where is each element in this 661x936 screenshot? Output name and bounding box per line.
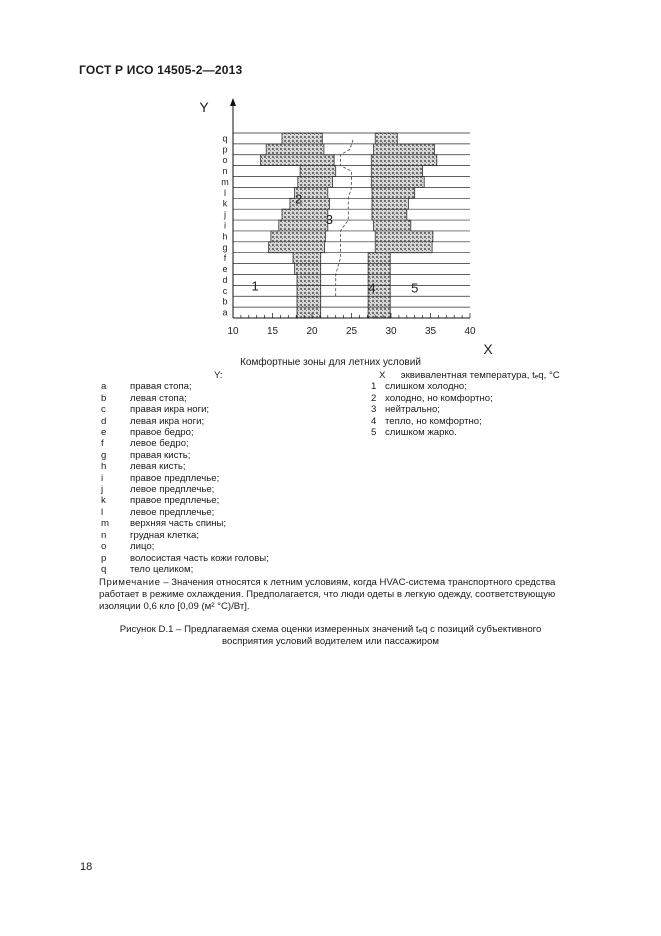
y-legend-item xyxy=(99,416,269,427)
y-tick-label: d xyxy=(222,274,228,285)
note xyxy=(99,577,589,612)
x-legend-label: нейтрально; xyxy=(385,404,440,416)
y-legend-key: h xyxy=(101,461,107,473)
y-legend-key: m xyxy=(101,518,109,530)
x-tick-label: 20 xyxy=(306,326,318,337)
y-tick-label: o xyxy=(222,155,228,166)
x-legend-heading xyxy=(367,370,560,381)
x-legend-key: 4 xyxy=(371,415,377,427)
y-legend-key: c xyxy=(101,404,106,416)
comfort-band-1 xyxy=(261,133,336,318)
y-legend-label: грудная клетка; xyxy=(130,529,200,541)
y-legend-label: правая кисть; xyxy=(130,449,191,461)
y-tick-label: j xyxy=(224,209,226,220)
x-legend-title: эквивалентная температура, tₑq, °C xyxy=(400,370,560,381)
x-legend xyxy=(367,370,560,438)
y-legend-key: j xyxy=(101,484,104,496)
note-text: – Значения относятся к летним условиям, когда HVAC-система транспортного средства работает в режиме охлаждения. Предполагается, что люди одеты в легкую одежду, соответствующую изоляции 0,6 кло [0,09 (м² °C)/Вт]. xyxy=(99,577,556,612)
x-legend-key: 1 xyxy=(371,381,377,393)
y-legend-label: левое предплечье; xyxy=(130,484,215,496)
chart-title: Комфортные зоны для летних условий xyxy=(240,357,421,368)
y-legend-item xyxy=(99,564,269,575)
caption-line-1: Рисунок D.1 – Предлагаемая схема оценки измеренных значений tₑq с позиций субъективного xyxy=(119,624,542,635)
x-tick-label: 10 xyxy=(227,326,239,337)
y-legend-item xyxy=(99,404,269,415)
y-legend-label: лицо; xyxy=(130,541,155,553)
y-legend-label: тело целиком; xyxy=(130,563,194,575)
y-legend-key: a xyxy=(101,381,107,393)
zone-label: 2 xyxy=(294,191,303,207)
y-tick-label: k xyxy=(222,198,228,209)
y-legend-label: левая стопа; xyxy=(130,392,187,404)
y-legend-label: левое предплечье; xyxy=(130,506,215,518)
y-legend-item xyxy=(99,438,269,449)
zone-label: 1 xyxy=(251,278,259,294)
y-legend-label: правая икра ноги; xyxy=(130,404,210,416)
y-legend xyxy=(99,370,269,575)
y-legend-item xyxy=(99,461,269,472)
y-legend-label: правое предплечье; xyxy=(130,495,220,507)
y-legend-item xyxy=(99,495,269,506)
y-tick-label: l xyxy=(224,187,226,198)
x-legend-label: слишком холодно; xyxy=(385,381,467,393)
comfort-band-2 xyxy=(368,133,437,318)
x-legend-label: слишком жарко. xyxy=(385,427,457,439)
y-legend-label: правое бедро; xyxy=(130,427,194,439)
zone-label: 5 xyxy=(411,280,419,296)
y-legend-key: d xyxy=(101,415,107,427)
x-tick-label: 35 xyxy=(424,326,437,337)
x-legend-item xyxy=(367,404,560,415)
y-legend-key: f xyxy=(101,438,104,450)
page-number: 18 xyxy=(80,861,93,873)
x-tick-label: 15 xyxy=(266,326,279,337)
x-legend-item xyxy=(367,427,560,438)
y-tick-label: c xyxy=(222,285,228,296)
y-legend-key: e xyxy=(101,427,107,439)
x-legend-key: X xyxy=(379,370,386,381)
x-legend-item xyxy=(367,416,560,427)
y-legend-item xyxy=(99,393,269,404)
y-tick-label: n xyxy=(222,166,228,177)
y-legend-key: o xyxy=(101,541,107,553)
x-axis-title: X xyxy=(483,341,493,357)
y-legend-label: левая кисть; xyxy=(130,461,186,473)
document-header: ГОСТ Р ИСО 14505-2—2013 xyxy=(79,63,243,77)
x-legend-item xyxy=(367,393,560,404)
y-tick-label: a xyxy=(222,307,228,318)
y-legend-label: правое предплечье; xyxy=(130,472,220,484)
x-legend-label: холодно, но комфортно; xyxy=(385,392,493,404)
caption-line-2: восприятия условий водителем или пассажиром xyxy=(222,635,439,647)
y-legend-heading: Y: xyxy=(214,370,223,381)
y-legend-key: l xyxy=(101,506,104,518)
y-legend-item xyxy=(99,484,269,495)
x-legend-key: 2 xyxy=(371,392,377,404)
y-legend-key: q xyxy=(101,563,107,575)
comfort-zone-chart xyxy=(0,0,661,360)
x-legend-item xyxy=(367,381,560,392)
y-tick-label: g xyxy=(222,242,228,253)
y-legend-label: правая стопа; xyxy=(130,381,192,393)
x-legend-key: 5 xyxy=(371,427,377,439)
y-legend-item xyxy=(99,541,269,552)
y-legend-key: p xyxy=(101,552,107,564)
y-legend-item xyxy=(99,450,269,461)
x-legend-label: тепло, но комфортно; xyxy=(385,415,482,427)
y-legend-item xyxy=(99,381,269,392)
y-axis-arrow xyxy=(230,98,236,106)
y-tick-label: h xyxy=(222,231,228,242)
y-legend-item xyxy=(99,507,269,518)
y-legend-item xyxy=(99,427,269,438)
y-tick-label: m xyxy=(221,176,229,187)
x-tick-label: 40 xyxy=(464,326,476,337)
y-legend-item xyxy=(99,518,269,529)
y-legend-item xyxy=(99,553,269,564)
y-legend-key: n xyxy=(101,529,107,541)
y-axis-title: Y xyxy=(199,99,209,115)
y-legend-item xyxy=(99,530,269,541)
x-legend-key: 3 xyxy=(371,404,377,416)
y-legend-label: левое бедро; xyxy=(130,438,189,450)
neutral-trace xyxy=(336,140,353,297)
note-lead: Примечание xyxy=(99,577,161,588)
figure-caption xyxy=(0,624,661,647)
x-tick-label: 25 xyxy=(345,326,358,337)
x-tick-label: 30 xyxy=(385,326,397,337)
zone-label: 4 xyxy=(368,280,376,296)
y-tick-label: p xyxy=(222,144,228,155)
y-tick-label: q xyxy=(222,133,228,144)
y-legend-key: b xyxy=(101,392,107,404)
zone-label: 3 xyxy=(325,211,333,227)
y-tick-label: b xyxy=(222,296,228,307)
y-legend-key: k xyxy=(101,495,106,507)
y-legend-item xyxy=(99,473,269,484)
y-tick-label: i xyxy=(224,220,226,231)
y-tick-label: f xyxy=(223,253,227,264)
y-legend-label: волосистая часть кожи головы; xyxy=(130,552,269,564)
y-legend-label: верхняя часть спины; xyxy=(130,518,227,530)
y-legend-label: левая икра ноги; xyxy=(130,415,205,427)
y-legend-key: i xyxy=(101,472,104,484)
y-legend-key: g xyxy=(101,449,107,461)
y-tick-label: e xyxy=(222,264,228,275)
